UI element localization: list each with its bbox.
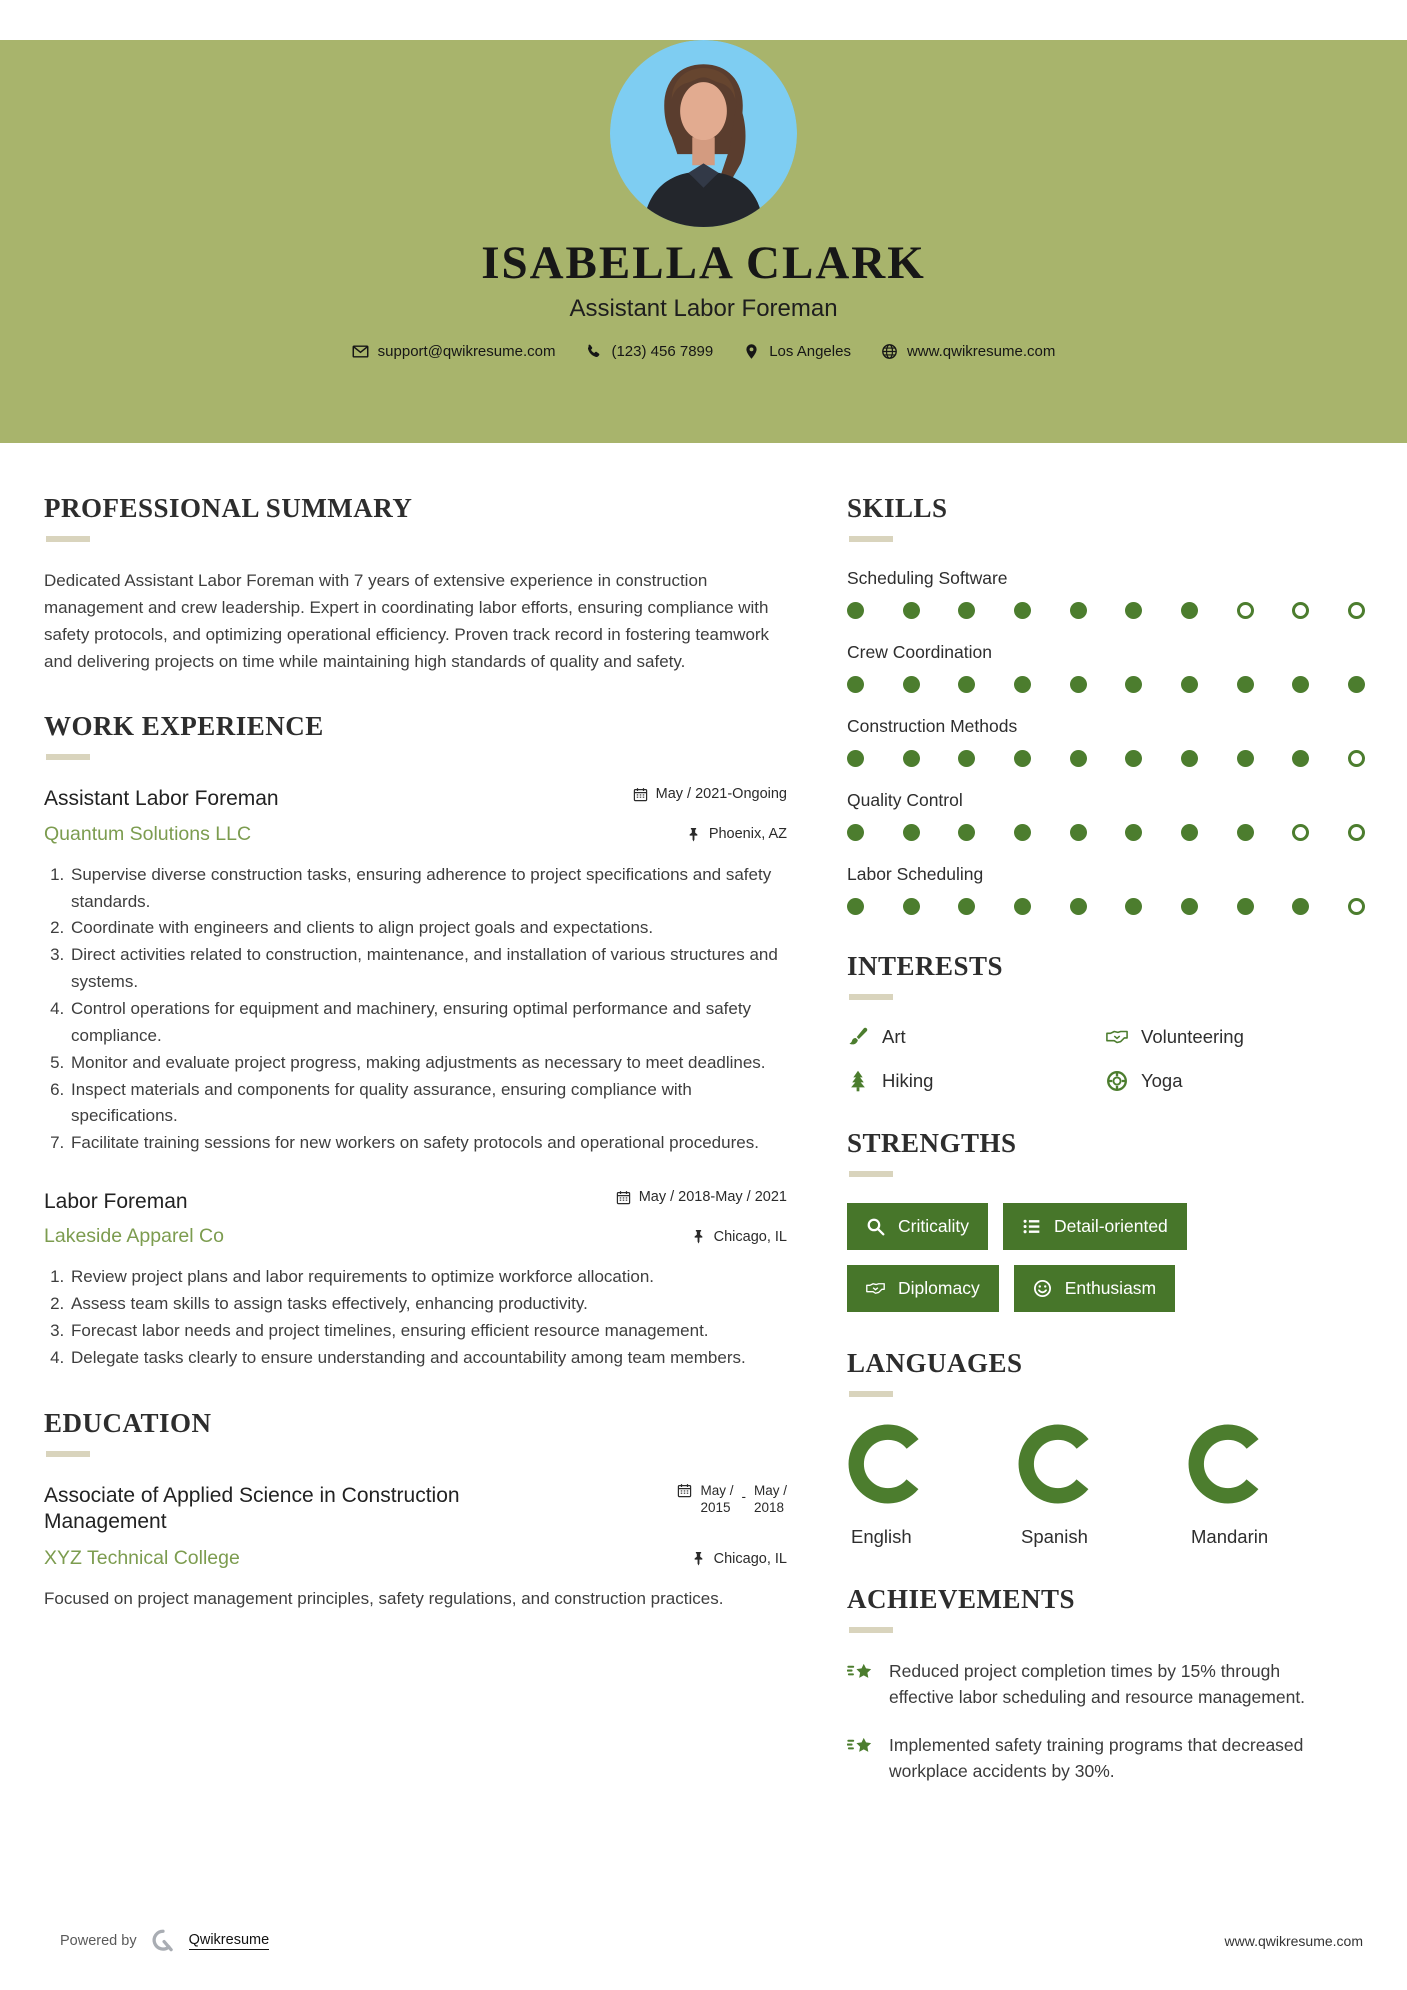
qwikresume-logo-icon — [150, 1928, 176, 1954]
education-dates — [677, 1483, 787, 1517]
date-line-top: May / — [700, 1482, 734, 1498]
date-separator: - — [741, 1488, 746, 1504]
education-location-text: Chicago, IL — [713, 1550, 787, 1567]
skill-dot-filled — [903, 898, 920, 915]
date-line-bottom: 2015 — [700, 1499, 731, 1515]
skill-dot-filled — [1237, 676, 1254, 693]
powered-by — [60, 1928, 269, 1954]
powered-by-label: Powered by — [60, 1933, 137, 1949]
skill-dot-filled — [1014, 750, 1031, 767]
portrait-photo — [610, 40, 797, 227]
strength-badge — [1014, 1265, 1175, 1312]
job-bullet: 6. Inspect materials and components for quality assurance, ensuring compliance with specifications. — [69, 1077, 787, 1131]
achievement-text: Reduced project completion times by 15% through effective labor scheduling and resource management. — [889, 1661, 1306, 1707]
skill-dot-empty — [1348, 824, 1365, 841]
job-company-row — [44, 1225, 787, 1248]
language-progress-ring — [847, 1423, 929, 1510]
skill-dot-filled — [1125, 824, 1142, 841]
job-bullet: 2. Coordinate with engineers and clients to align project goals and expectations. — [69, 915, 787, 942]
pushpin-icon — [691, 1551, 706, 1566]
skill-dot-filled — [958, 898, 975, 915]
skill-dots — [847, 676, 1365, 693]
skill-dot-filled — [1292, 750, 1309, 767]
job-date — [633, 786, 787, 802]
skills-heading: SKILLS — [847, 493, 948, 523]
company-name: Quantum Solutions LLC — [44, 822, 252, 845]
tree-icon — [847, 1070, 869, 1092]
interest-hiking — [847, 1070, 1106, 1092]
education-school-row — [44, 1547, 787, 1570]
interest-label: Yoga — [1141, 1070, 1183, 1091]
heading-rule — [46, 1451, 90, 1457]
phone-icon — [585, 343, 602, 360]
heading-rule — [849, 1627, 893, 1633]
date-line-bottom: 2018 — [753, 1499, 785, 1515]
lifebuoy-icon — [1106, 1070, 1128, 1092]
job-location-text: Chicago, IL — [713, 1228, 787, 1245]
date-line-top: May / — [753, 1482, 787, 1498]
shooting-star-icon — [847, 1662, 874, 1684]
heading-rule — [849, 536, 893, 542]
education-date-to — [754, 1483, 787, 1517]
job-location — [691, 1229, 787, 1245]
job-bullets — [44, 862, 787, 1157]
job-bullet: 2. Assess team skills to assign tasks effectively, enhancing productivity. — [69, 1291, 787, 1318]
strength-label: Diplomacy — [898, 1278, 980, 1298]
skill-dot-filled — [1125, 676, 1142, 693]
pushpin-icon — [686, 827, 701, 842]
person-job-title: Assistant Labor Foreman — [569, 295, 838, 323]
footer-website: www.qwikresume.com — [1224, 1933, 1363, 1949]
skill-dot-filled — [1070, 898, 1087, 915]
skill-dot-filled — [903, 676, 920, 693]
skill-dot-filled — [958, 824, 975, 841]
main-content — [0, 443, 1407, 1821]
job-bullet: 4. Control operations for equipment and machinery, ensuring optimal performance and safety compliance. — [69, 996, 787, 1050]
language-name: Mandarin — [1191, 1526, 1269, 1547]
skill-dot-filled — [847, 824, 864, 841]
globe-icon — [881, 343, 898, 360]
strength-label: Detail-oriented — [1053, 1216, 1168, 1236]
education-description: Focused on project management principles, safety regulations, and construction practices. — [44, 1589, 724, 1609]
education-heading: EDUCATION — [44, 1407, 212, 1438]
skill-dot-filled — [958, 750, 975, 767]
paintbrush-icon — [847, 1026, 869, 1048]
summary-heading: PROFESSIONAL SUMMARY — [44, 493, 413, 523]
achievement-item — [847, 1659, 1317, 1711]
skill-dot-filled — [1125, 898, 1142, 915]
section-languages — [847, 1348, 1365, 1548]
skill-dot-filled — [1237, 824, 1254, 841]
skill-dot-empty — [1348, 898, 1365, 915]
heading-rule — [849, 1171, 893, 1177]
calendar-icon — [616, 1190, 631, 1205]
skill-dot-filled — [1181, 750, 1198, 767]
person-name: ISABELLA CLARK — [481, 237, 926, 289]
strength-badge — [1003, 1203, 1187, 1250]
pushpin-icon — [691, 1229, 706, 1244]
skill-dot-filled — [1125, 602, 1142, 619]
interests-grid — [847, 1026, 1365, 1092]
education-date-from — [700, 1483, 733, 1517]
skill-dot-filled — [847, 750, 864, 767]
interest-volunteering — [1106, 1026, 1365, 1048]
job-title: Assistant Labor Foreman — [44, 787, 279, 811]
job-bullets — [44, 1264, 787, 1371]
location-pin-icon — [743, 343, 760, 360]
language-item — [1187, 1423, 1269, 1548]
skill-dot-filled — [1014, 824, 1031, 841]
summary-text: Dedicated Assistant Labor Foreman with 7 years of extensive experience in construction management and crew leadership. Expert in coordinating labor efforts, ensuring compliance with safety protocols, and optimizing operational efficiency. Proven track record in fostering teamwork and delivering projects on time while maintaining high standards of quality and safety. — [44, 571, 770, 671]
section-interests — [847, 951, 1365, 1092]
avatar — [610, 40, 797, 227]
achievements-heading: ACHIEVEMENTS — [847, 1584, 1076, 1614]
skill-dot-empty — [1348, 602, 1365, 619]
skill-dot-empty — [1292, 824, 1309, 841]
contact-text: (123) 456 7899 — [611, 343, 714, 361]
skill-dot-filled — [958, 676, 975, 693]
job-date-text: May / 2021-Ongoing — [655, 786, 787, 803]
job-title: Labor Foreman — [44, 1190, 188, 1214]
skill-dot-filled — [1014, 676, 1031, 693]
strength-badges — [847, 1203, 1267, 1312]
skill-dots — [847, 750, 1365, 767]
skill-row — [847, 568, 1365, 619]
interest-art — [847, 1026, 1106, 1048]
skill-name: Crew Coordination — [847, 642, 992, 662]
section-achievements — [847, 1584, 1365, 1785]
skill-name: Quality Control — [847, 790, 963, 810]
job-bullet: 4. Delegate tasks clearly to ensure understanding and accountability among team members. — [69, 1345, 787, 1372]
skill-name: Labor Scheduling — [847, 864, 984, 884]
strength-badge — [847, 1265, 999, 1312]
language-item — [847, 1423, 929, 1548]
language-name: English — [851, 1526, 912, 1547]
contact-text: support@qwikresume.com — [377, 343, 556, 361]
skill-dot-filled — [1237, 750, 1254, 767]
skill-dot-filled — [1070, 824, 1087, 841]
strength-badge — [847, 1203, 988, 1250]
calendar-icon — [677, 1483, 692, 1498]
list-icon — [1022, 1217, 1041, 1236]
skill-row — [847, 864, 1365, 915]
languages-list — [847, 1423, 1365, 1548]
achievement-item — [847, 1733, 1317, 1785]
skill-row — [847, 790, 1365, 841]
contact-text: Los Angeles — [769, 343, 851, 361]
languages-heading: LANGUAGES — [847, 1348, 1023, 1378]
job-header-row — [44, 1189, 787, 1215]
magnifier-icon — [866, 1217, 885, 1236]
skill-dot-filled — [1181, 898, 1198, 915]
school-name: XYZ Technical College — [44, 1547, 240, 1570]
interest-label: Hiking — [882, 1070, 934, 1091]
skill-dots — [847, 602, 1365, 619]
skill-name: Scheduling Software — [847, 568, 1008, 588]
interest-label: Volunteering — [1141, 1026, 1244, 1047]
left-column — [44, 493, 787, 1821]
language-progress-ring — [1017, 1423, 1099, 1510]
pushpin-icon — [691, 1551, 706, 1566]
job-bullet: 3. Direct activities related to construction, maintenance, and installation of various structures and systems. — [69, 942, 787, 996]
skill-dot-filled — [1292, 898, 1309, 915]
job-entry — [44, 786, 787, 1157]
strength-label: Criticality — [898, 1216, 969, 1236]
smiley-icon — [1033, 1279, 1052, 1298]
skill-dots — [847, 898, 1365, 915]
contact-phone — [585, 343, 713, 360]
achievements-list — [847, 1659, 1365, 1785]
education-header-row — [44, 1483, 787, 1536]
calendar-icon — [633, 787, 648, 802]
job-location-text: Phoenix, AZ — [708, 826, 787, 843]
skill-dot-filled — [1070, 676, 1087, 693]
section-professional-summary — [44, 493, 787, 675]
skills-list — [847, 568, 1365, 915]
skill-dot-filled — [1014, 602, 1031, 619]
skill-name: Construction Methods — [847, 716, 1018, 736]
right-column — [847, 493, 1365, 1821]
skill-dot-empty — [1237, 602, 1254, 619]
skill-dot-filled — [903, 750, 920, 767]
interest-label: Art — [882, 1026, 906, 1047]
language-name: Spanish — [1021, 1526, 1088, 1547]
education-location — [691, 1551, 787, 1567]
job-location — [686, 826, 787, 842]
job-bullet: 5. Monitor and evaluate project progress, making adjustments as necessary to meet deadlines. — [69, 1050, 787, 1077]
contact-location-pin — [743, 343, 851, 360]
handshake-icon — [1106, 1026, 1128, 1048]
section-skills — [847, 493, 1365, 915]
work-heading: WORK EXPERIENCE — [44, 711, 324, 742]
job-list — [44, 786, 787, 1371]
job-company-row — [44, 823, 787, 846]
heading-rule — [849, 1391, 893, 1397]
job-bullet: 1. Supervise diverse construction tasks, ensuring adherence to project specifications and safety standards. — [69, 862, 787, 916]
skill-row — [847, 642, 1365, 693]
footer — [60, 1928, 1363, 1954]
degree-title: Associate of Applied Science in Construction Management — [44, 1483, 460, 1534]
skill-dot-filled — [1348, 676, 1365, 693]
handshake-icon — [866, 1279, 885, 1298]
qwikresume-link[interactable]: Qwikresume — [188, 1932, 270, 1948]
envelope-icon — [352, 343, 369, 360]
skill-dot-filled — [1292, 676, 1309, 693]
heading-rule — [46, 536, 90, 542]
job-date — [616, 1189, 787, 1205]
strengths-heading: STRENGTHS — [847, 1128, 1017, 1158]
skill-dot-filled — [1070, 750, 1087, 767]
skill-dot-filled — [1181, 824, 1198, 841]
contact-envelope — [352, 343, 556, 360]
skill-dot-filled — [1181, 676, 1198, 693]
interests-heading: INTERESTS — [847, 951, 1004, 981]
skill-dot-filled — [903, 824, 920, 841]
skill-dot-empty — [1292, 602, 1309, 619]
skill-dot-filled — [1070, 602, 1087, 619]
skill-dot-filled — [847, 676, 864, 693]
contact-globe — [881, 343, 1055, 360]
skill-dot-filled — [1014, 898, 1031, 915]
header — [0, 40, 1407, 443]
skill-dots — [847, 824, 1365, 841]
skill-row — [847, 716, 1365, 767]
skill-dot-filled — [847, 898, 864, 915]
contact-row — [0, 343, 1407, 360]
skill-dot-empty — [1348, 750, 1365, 767]
skill-dot-filled — [1181, 602, 1198, 619]
section-work-experience — [44, 711, 787, 1371]
skill-dot-filled — [903, 602, 920, 619]
language-item — [1017, 1423, 1099, 1548]
heading-rule — [46, 754, 90, 760]
skill-dot-filled — [1125, 750, 1142, 767]
contact-text: www.qwikresume.com — [906, 343, 1056, 361]
interest-yoga — [1106, 1070, 1365, 1092]
heading-rule — [849, 994, 893, 1000]
company-name: Lakeside Apparel Co — [44, 1225, 224, 1248]
skill-dot-filled — [958, 602, 975, 619]
calendar-icon — [677, 1483, 692, 1498]
achievement-text: Implemented safety training programs that decreased workplace accidents by 30%. — [889, 1734, 1304, 1781]
job-bullet: 7. Facilitate training sessions for new workers on safety protocols and operational procedures. — [69, 1130, 787, 1157]
section-education — [44, 1408, 787, 1613]
job-header-row — [44, 786, 787, 812]
language-progress-ring — [1187, 1423, 1269, 1510]
job-date-text: May / 2018-May / 2021 — [638, 1189, 787, 1206]
section-strengths — [847, 1128, 1365, 1312]
skill-dot-filled — [847, 602, 864, 619]
job-bullet: 3. Forecast labor needs and project timelines, ensuring efficient resource management. — [69, 1318, 787, 1345]
job-entry — [44, 1189, 787, 1372]
job-bullet: 1. Review project plans and labor requirements to optimize workforce allocation. — [69, 1264, 787, 1291]
strength-label: Enthusiasm — [1064, 1278, 1157, 1298]
shooting-star-icon — [847, 1736, 874, 1758]
skill-dot-filled — [1237, 898, 1254, 915]
